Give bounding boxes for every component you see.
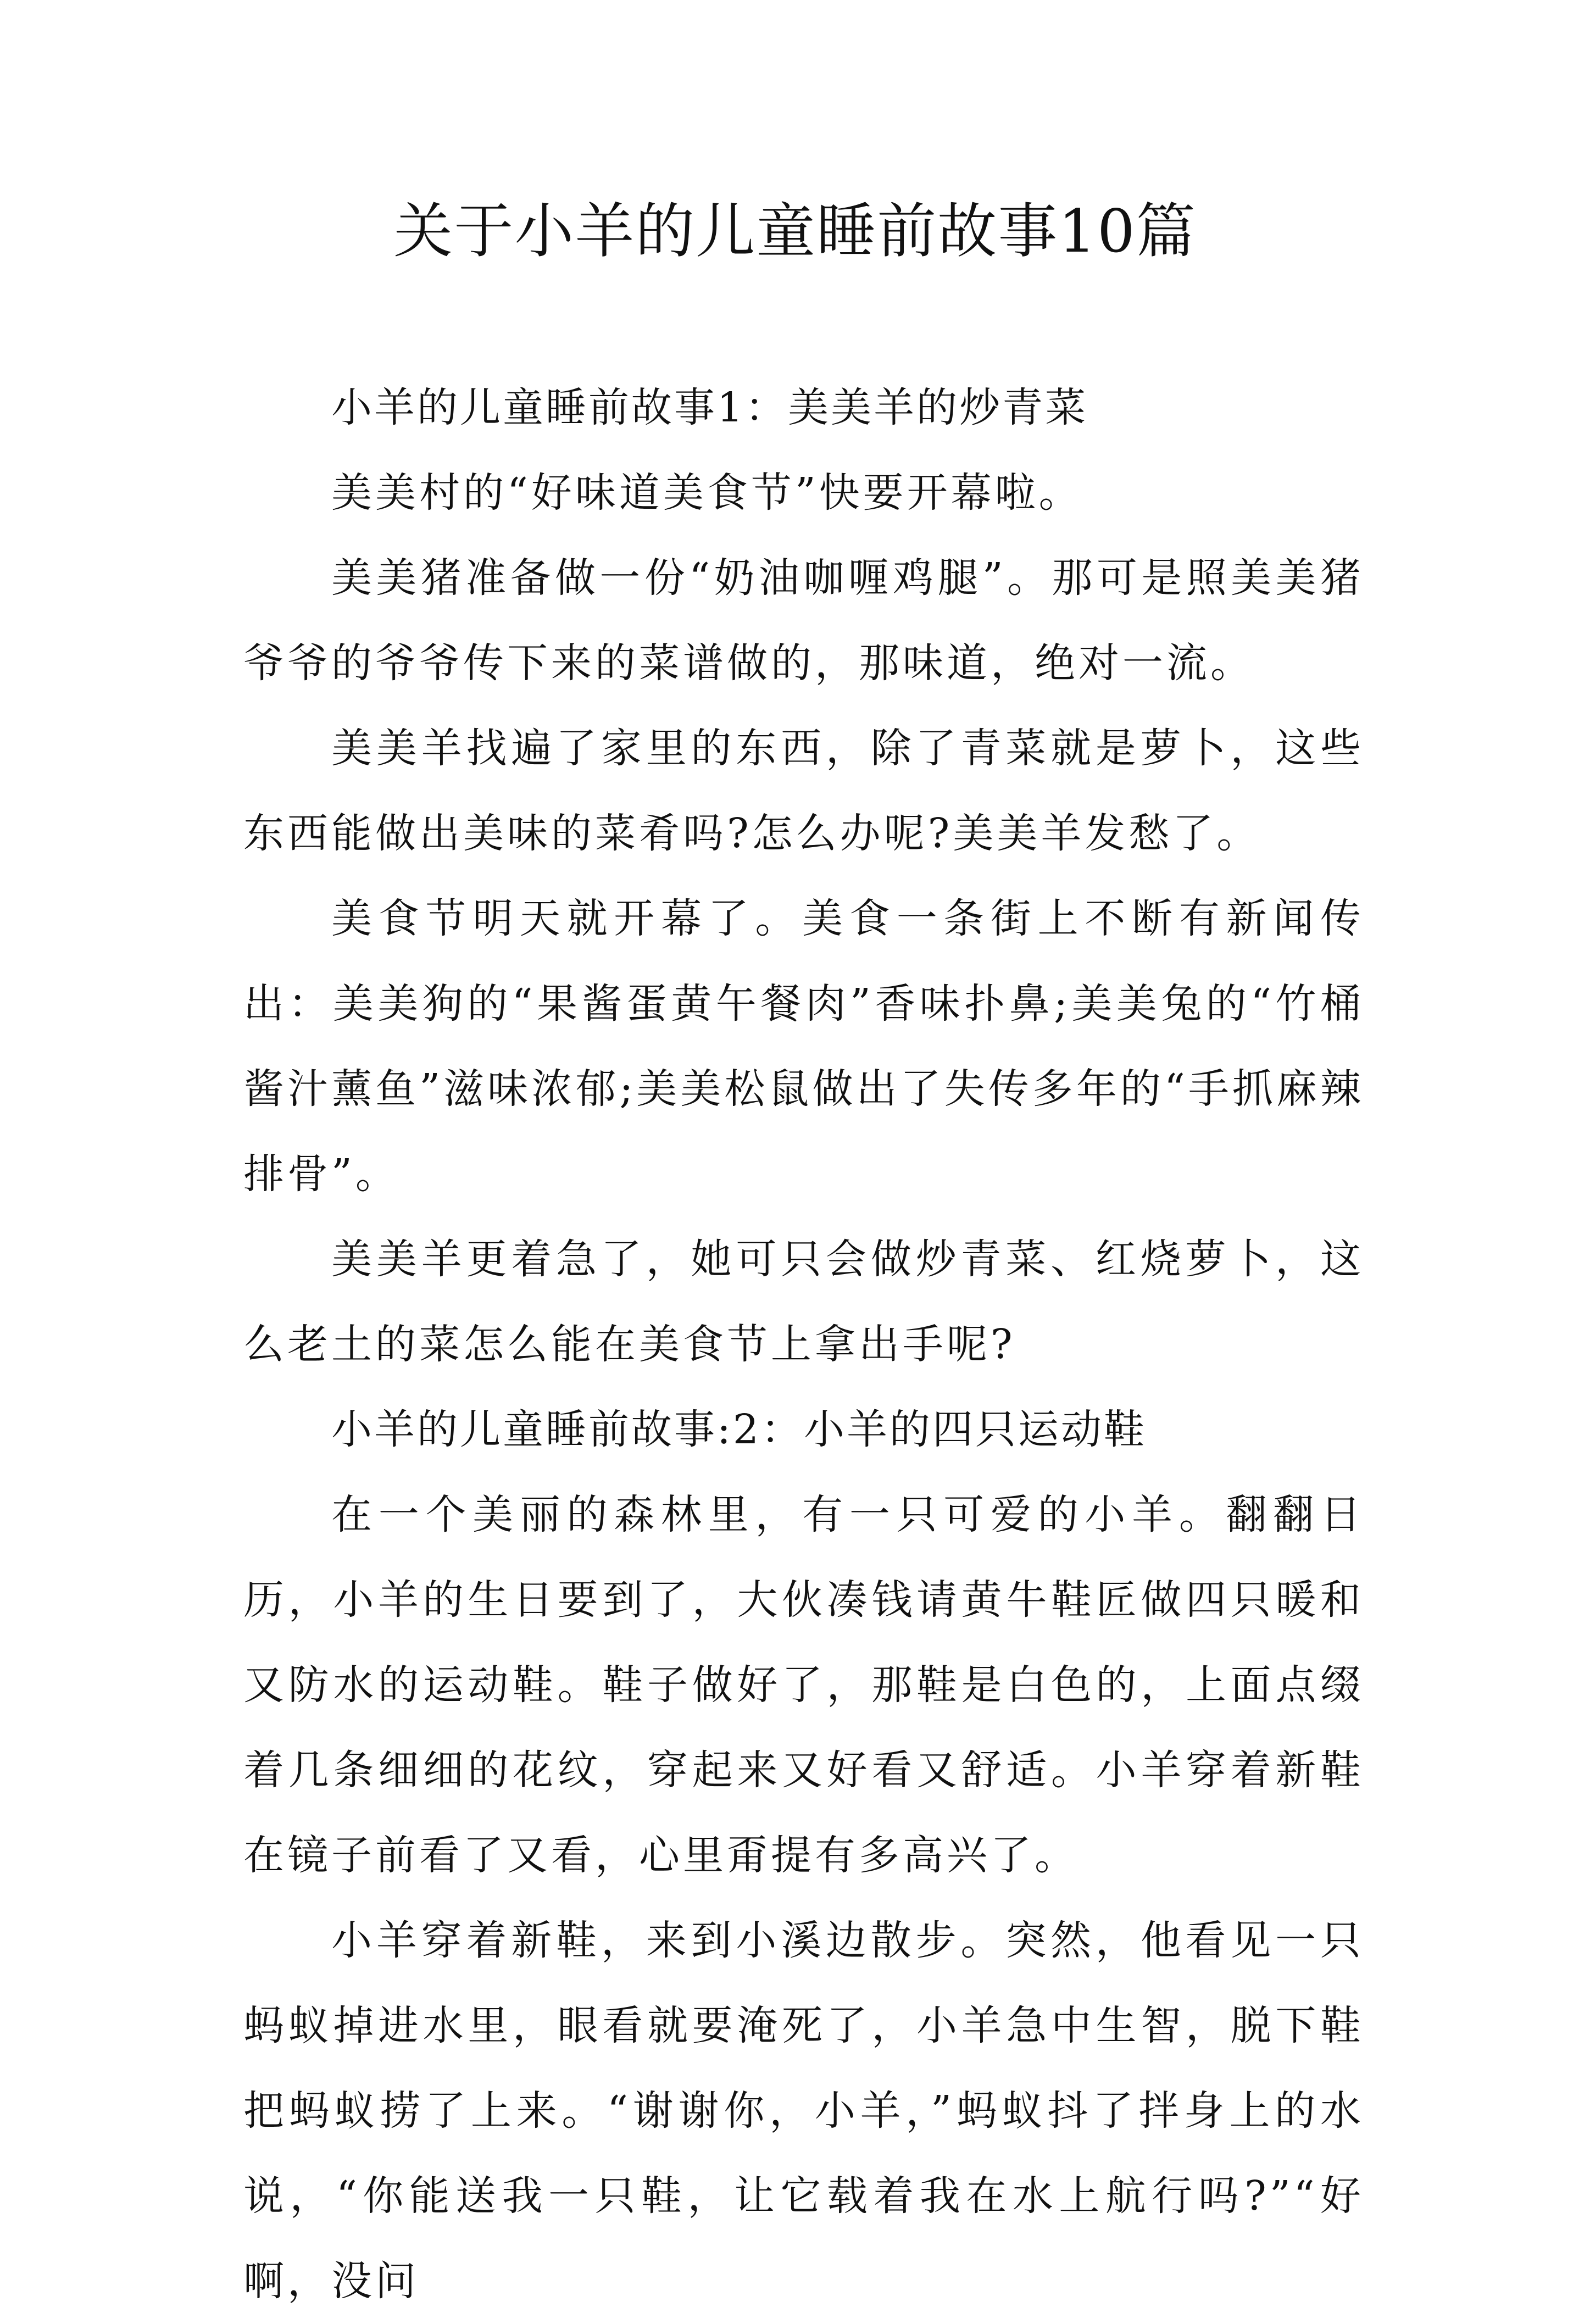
document-title: 关于小羊的儿童睡前故事10篇: [393, 197, 1197, 266]
paragraph: 美美猪准备做一份“奶油咖喱鸡腿”。那可是照美美猪爷爷的爷爷传下来的菜谱做的，那味道，绝对一流。: [243, 554, 1364, 687]
paragraph: 在一个美丽的森林里，有一只可爱的小羊。翻翻日历，小羊的生日要到了，大伙凑钱请黄牛鞋匠做四只暖和又防水的运动鞋。鞋子做好了，那鞋是白色的，上面点缀着几条细细的花纹，穿起来又好看又舒适。小羊穿着新鞋在镜子前看了又看，心里甭提有多高兴了。: [243, 1491, 1364, 1879]
paragraph: 美美村的“好味道美食节”快要开幕啦。: [331, 469, 1083, 516]
paragraph: 美食节明天就开幕了。美食一条街上不断有新闻传出：美美狗的“果酱蛋黄午餐肉”香味扑鼻;美美兔的“竹桶酱汁薰鱼”滋味浓郁;美美松鼠做出了失传多年的“手抓麻辣排骨”。: [243, 895, 1364, 1198]
paragraph: 小羊穿着新鞋，来到小溪边散步。突然，他看见一只蚂蚁掉进水里，眼看就要淹死了，小羊急中生智，脱下鞋把蚂蚁捞了上来。“谢谢你，小羊，”蚂蚁抖了拌身上的水说，“你能送我一只鞋，让它载着我在水上航行吗?”“好啊，没问: [243, 1917, 1364, 2305]
story-1-heading: 小羊的儿童睡前故事1：美美羊的炒青菜: [331, 384, 1088, 431]
story-2-heading: 小羊的儿童睡前故事:2：小羊的四只运动鞋: [331, 1406, 1147, 1453]
paragraph: 美美羊找遍了家里的东西，除了青菜就是萝卜，这些东西能做出美味的菜肴吗?怎么办呢?美美羊发愁了。: [243, 725, 1364, 857]
paragraph: 美美羊更着急了，她可只会做炒青菜、红烧萝卜，这么老土的菜怎么能在美食节上拿出手呢?: [243, 1236, 1364, 1368]
document-body: [243, 365, 1364, 2324]
